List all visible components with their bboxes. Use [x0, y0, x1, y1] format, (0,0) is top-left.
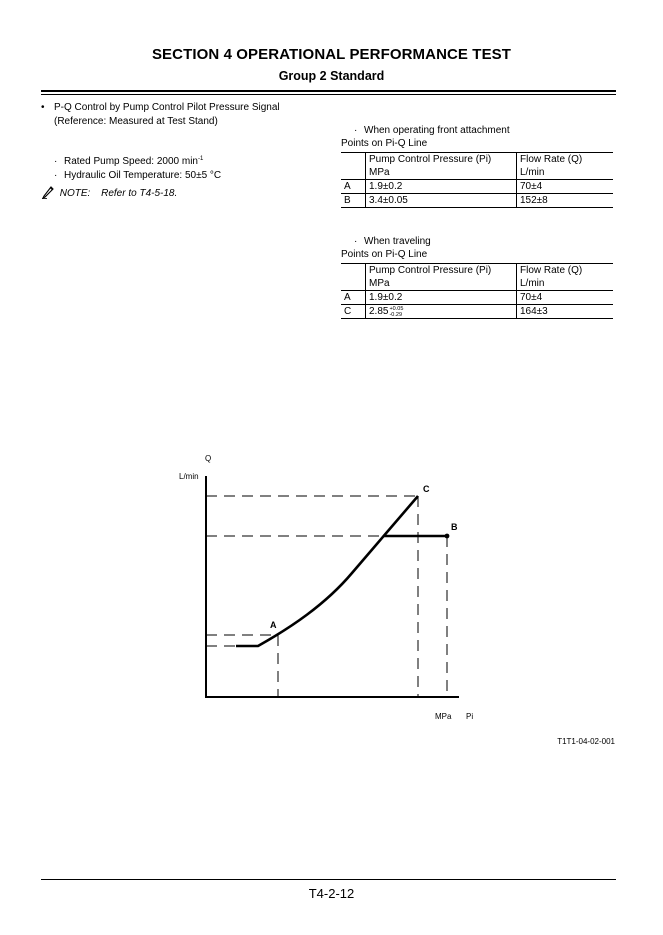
footer-rule — [41, 879, 616, 880]
y-axis-unit: L/min — [179, 472, 199, 481]
pressure-header: Pump Control Pressure (Pi) MPa — [366, 264, 517, 291]
x-axis-unit: MPa — [435, 712, 452, 721]
front-points-label: Points on Pi-Q Line — [341, 138, 428, 149]
intro-line-2: (Reference: Measured at Test Stand) — [54, 116, 218, 127]
note-text: Refer to T4-5-18. — [101, 188, 178, 199]
note-label: NOTE: — [59, 188, 91, 199]
travel-points-label: Points on Pi-Q Line — [341, 249, 428, 260]
front-table-caption: · When operating front attachment — [354, 125, 510, 136]
table-row: B 3.4±0.05 152±8 — [341, 194, 613, 208]
table-row: A 1.9±0.2 70±4 — [341, 291, 613, 305]
tolerance: +0.05 -0.29 — [389, 306, 404, 318]
group-title: Group 2 Standard — [278, 69, 385, 83]
page-number: T4-2-12 — [308, 886, 355, 901]
pressure-header: Pump Control Pressure (Pi) MPa — [366, 153, 517, 180]
figure-id: T1T1-04-02-001 — [557, 737, 615, 746]
flow-header: Flow Rate (Q) L/min — [517, 153, 614, 180]
flow-header: Flow Rate (Q) L/min — [517, 264, 614, 291]
travel-table-caption: · When traveling — [354, 236, 431, 247]
section-title: SECTION 4 OPERATIONAL PERFORMANCE TEST — [151, 46, 512, 63]
point-b-label: B — [451, 522, 458, 532]
table-row: C 2.85+0.05 -0.29 164±3 — [341, 305, 613, 319]
pump-speed-condition: · Rated Pump Speed: 2000 $\min^{-1}$ — [54, 156, 204, 167]
pq-travel-curve — [236, 496, 418, 646]
point-b-marker — [445, 534, 450, 539]
point-c-label: C — [423, 484, 430, 494]
y-axis-symbol: Q — [205, 454, 212, 463]
x-axis-symbol: Pi — [466, 712, 474, 721]
intro-title: P-Q Control by Pump Control Pilot Pressure Signal — [54, 102, 280, 113]
oil-temperature-condition: · Hydraulic Oil Temperature: 50±5 °C — [54, 170, 222, 181]
table-row: A 1.9±0.2 70±4 — [341, 180, 613, 194]
bullet: • — [41, 102, 45, 113]
point-a-label: A — [270, 620, 277, 630]
